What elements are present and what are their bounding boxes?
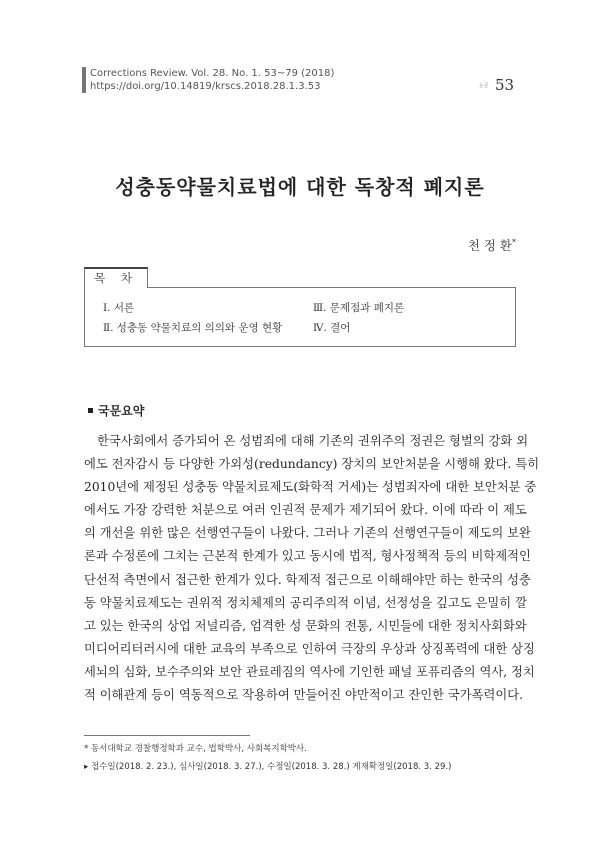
paper-title: 성충동약물치료법에 대한 독창적 폐지론 bbox=[115, 175, 485, 199]
abstract-heading-label: 국문요약 bbox=[98, 404, 145, 418]
author-name: 천 정 환 bbox=[467, 238, 512, 253]
abstract-line: 의 개선을 위한 많은 선행연구들이 나왔다. 그러나 기존의 선행연구들이 제도의 보완 bbox=[84, 526, 531, 541]
abstract-line: 2010년에 제정된 성충동 약물치료제도(화학적 거세)는 성범죄자에 대한 보안처분 중 bbox=[84, 480, 537, 495]
table-of-contents bbox=[84, 287, 516, 347]
doi-link[interactable]: https://doi.org/10.14819/krscs.2018.28.1.3.53 bbox=[90, 81, 321, 92]
abstract-line: 론과 수정론에 그치는 근본적 한계가 있고 동시에 법적, 형사정책적 등의 비학제적인 bbox=[84, 549, 531, 564]
abstract-line: 에도 전자감시 등 다양한 가외성(redundancy) 장치의 보안처분을 시행해 왔다. 특히 bbox=[84, 457, 540, 472]
toc-item[interactable]: Ⅱ. 성충동 약물치료의 의의와 운영 현황 bbox=[103, 322, 283, 334]
abstract-line: 미디어리터러시에 대한 교육의 부족으로 인하여 극장의 우상과 상징폭력에 대한 상징 bbox=[84, 641, 535, 656]
page-number: 53 bbox=[495, 76, 515, 94]
toc-item[interactable]: Ⅲ. 문제점과 폐지론 bbox=[313, 302, 405, 314]
toc-item[interactable]: Ⅰ. 서론 bbox=[103, 302, 135, 314]
abstract-line: 세뇌의 심화, 보수주의와 보안 관료레짐의 역사에 기인한 패널 포퓨리즘의 역사, 정치 bbox=[84, 664, 535, 679]
page-mark: 논문 bbox=[479, 83, 489, 89]
footnote-author: * 동서대학교 경찰행정학과 교수, 법학박사, 사회복지학박사. bbox=[84, 744, 307, 754]
toc-item[interactable]: Ⅳ. 결어 bbox=[313, 322, 351, 334]
square-bullet-icon bbox=[88, 408, 93, 413]
abstract-line: 고 있는 한국의 상업 저널리즘, 엄격한 성 문화의 전통, 시민들에 대한 정치사회화와 bbox=[84, 618, 527, 633]
footnote-divider bbox=[84, 735, 250, 736]
toc-label: 목 차 bbox=[84, 267, 148, 288]
abstract-heading bbox=[88, 402, 144, 419]
abstract-body bbox=[84, 430, 540, 707]
journal-citation: Corrections Review. Vol. 28. No. 1. 53~79 (2018) bbox=[90, 68, 335, 79]
author bbox=[468, 236, 516, 254]
header-bar bbox=[82, 67, 86, 93]
author-footnote-mark: * bbox=[512, 237, 516, 247]
footnote-dates: ▸ 접수일(2018. 2. 23.), 심사일(2018. 3. 27.), 수정일(2018. 3. 28.) 게재확정일(2018. 3. 29.) bbox=[84, 762, 452, 772]
abstract-line: 동 약물치료제도는 권위적 정치체제의 공리주의적 이념, 선정성을 깊고도 은밀히 깔 bbox=[84, 595, 527, 610]
abstract-line: 한국사회에서 증가되어 온 성범죄에 대해 기존의 권위주의 정권은 형벌의 강화 외 bbox=[97, 434, 529, 448]
abstract-line: 적 이해관계 등이 역동적으로 작용하여 만들어진 야만적이고 잔인한 국가폭력이다. bbox=[84, 688, 524, 703]
abstract-line: 단선적 측면에서 접근한 한계가 있다. 학제적 접근으로 이해해야만 하는 한국의 성충 bbox=[84, 572, 531, 587]
abstract-line: 에서도 가장 강력한 처분으로 여러 인권적 문제가 제기되어 왔다. 이에 따라 이 제도 bbox=[84, 503, 527, 518]
